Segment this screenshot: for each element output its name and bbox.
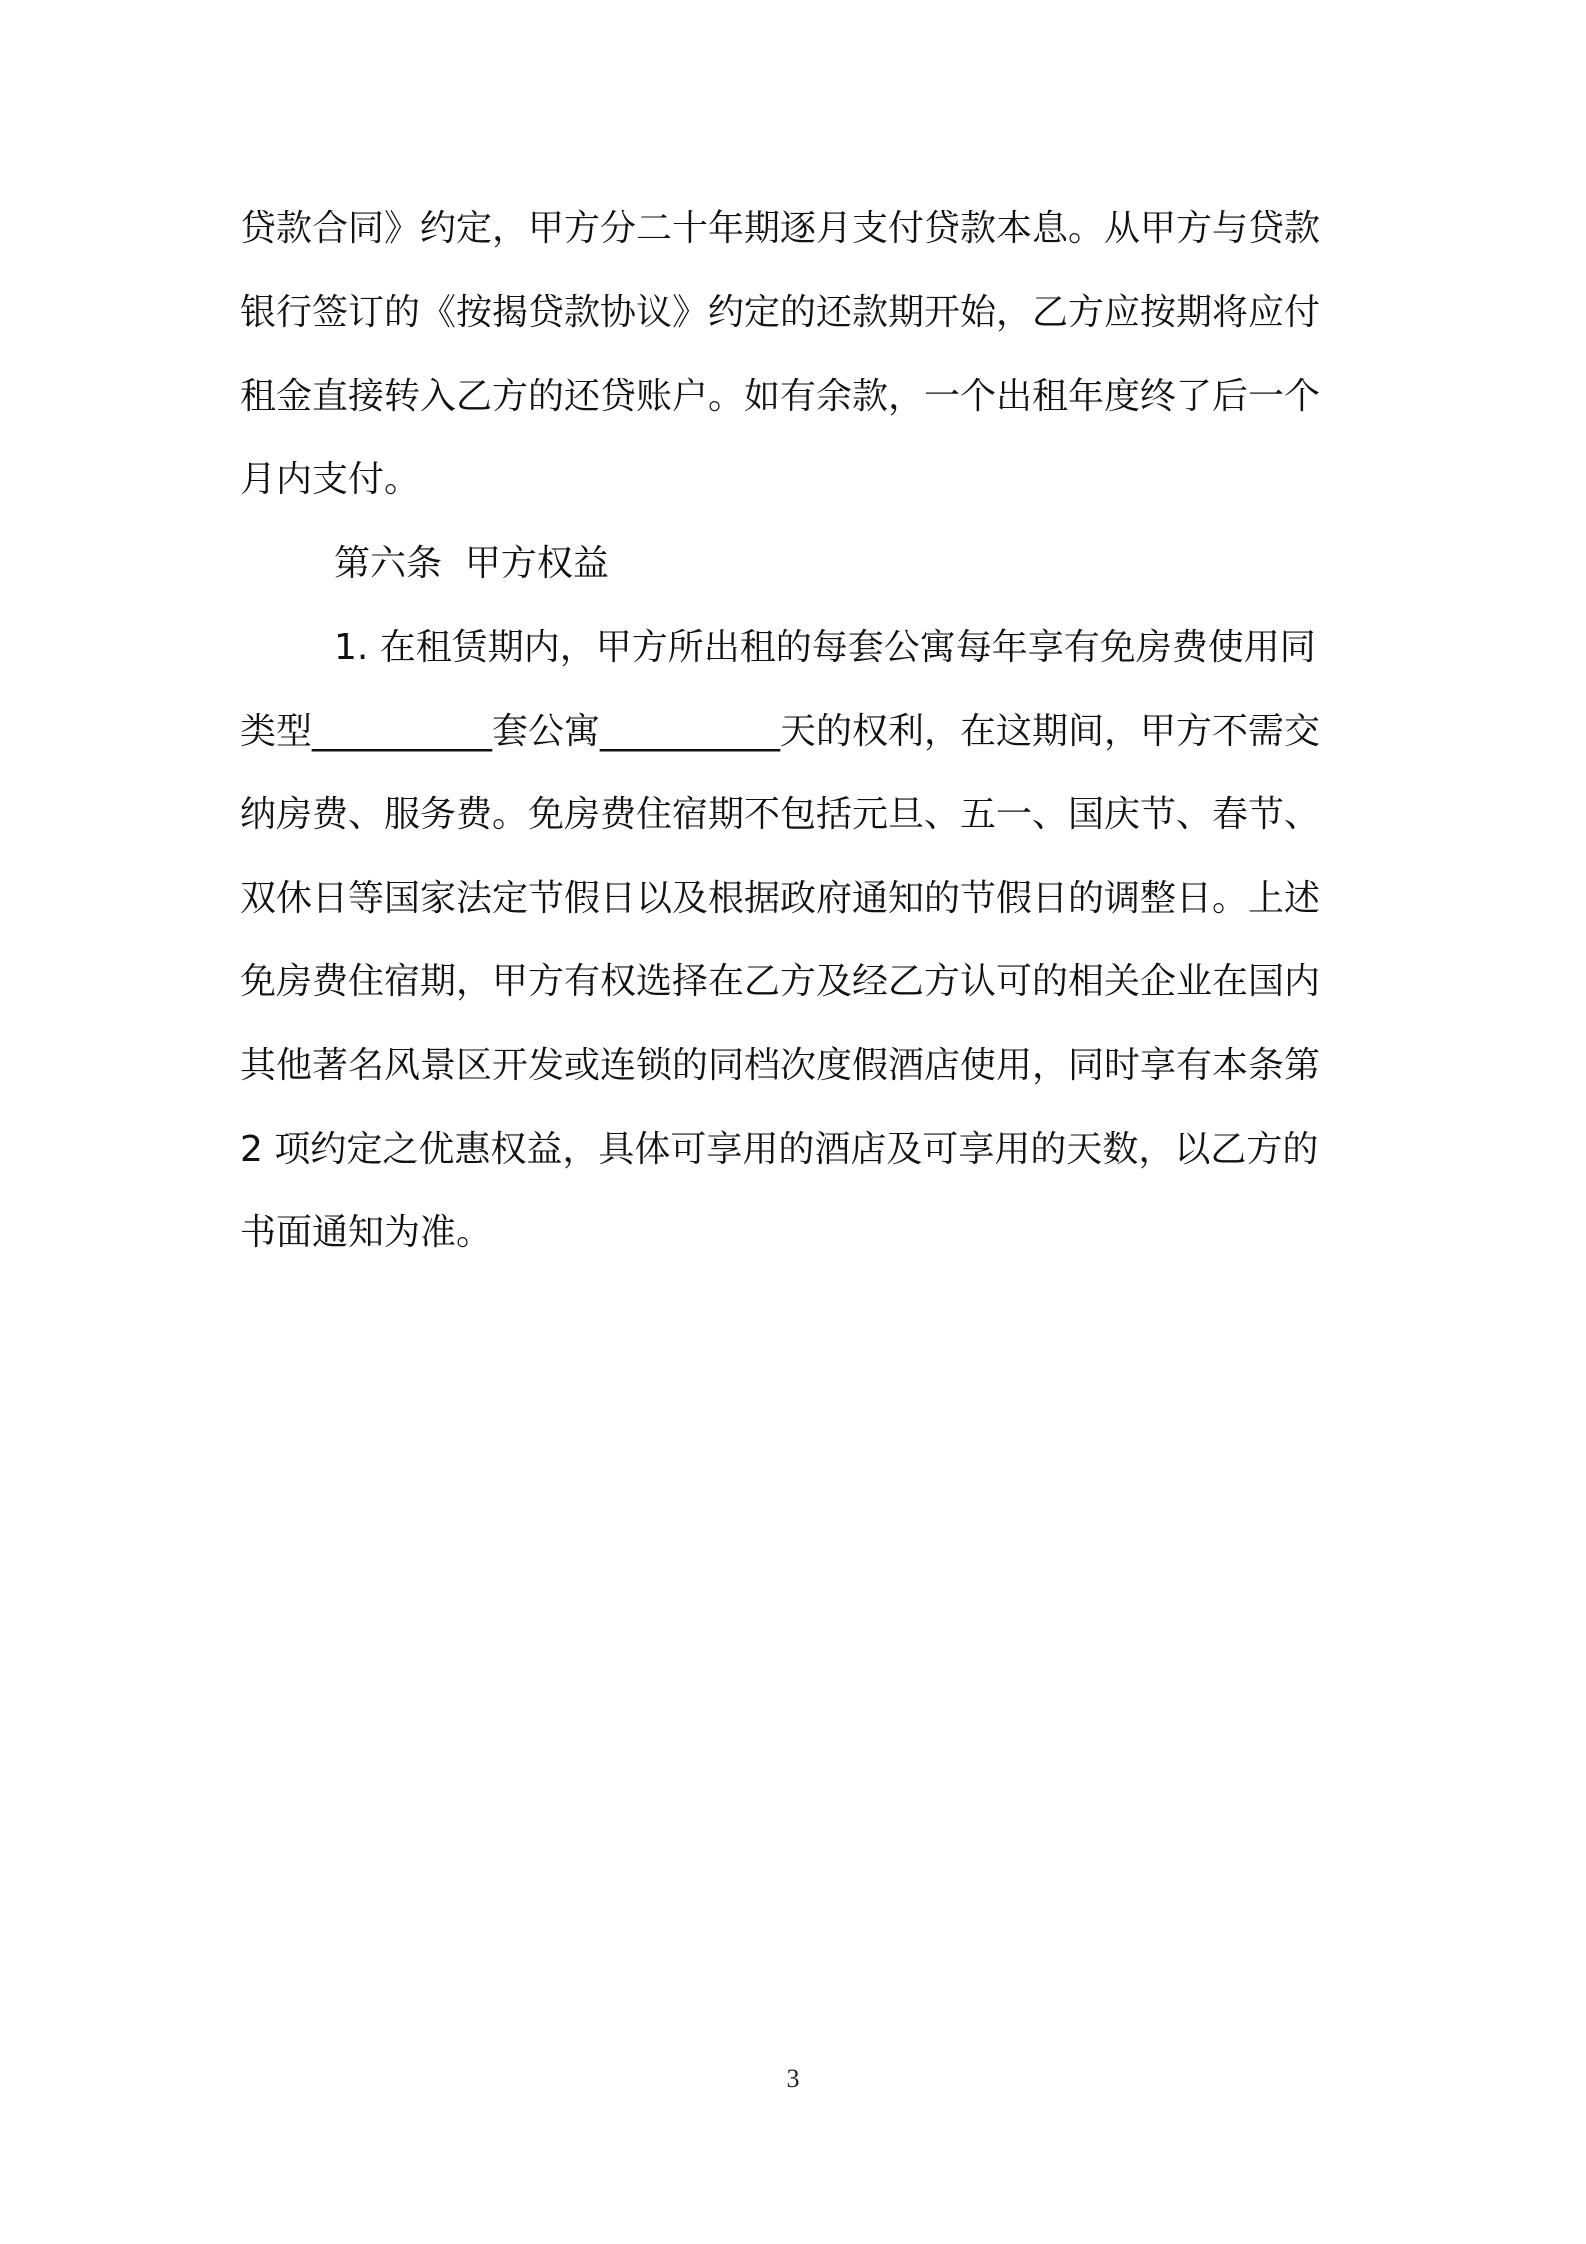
paragraph-1-line-4: 月内支付。 xyxy=(240,459,421,500)
page-number: 3 xyxy=(786,2064,800,2093)
paragraph-1-line-3: 租金直接转入乙方的还贷账户。如有余款，一个出租年度终了后一个 xyxy=(240,376,1321,417)
paragraph-2-line-8: 书面通知为准。 xyxy=(240,1212,493,1253)
paragraph-2-line-6: 其他著名风景区开发或连锁的同档次度假酒店使用，同时享有本条第 xyxy=(240,1045,1321,1086)
paragraph-2-line-7: 2 项约定之优惠权益，具体可享用的酒店及可享用的天数，以乙方的 xyxy=(240,1129,1319,1170)
paragraph-2-line-5: 免房费住宿期，甲方有权选择在乙方及经乙方认可的相关企业在国内 xyxy=(240,961,1321,1002)
paragraph-1-line-2: 银行签订的《按揭贷款协议》约定的还款期开始，乙方应按期将应付 xyxy=(240,292,1321,333)
paragraph-2-line-2: 类型__________套公寓__________天的权利，在这期间，甲方不需交 xyxy=(240,711,1321,752)
section-heading: 第六条 甲方权益 xyxy=(334,543,609,584)
paragraph-1-line-1: 贷款合同》约定，甲方分二十年期逐月支付贷款本息。从甲方与贷款 xyxy=(240,208,1321,249)
paragraph-2-line-3: 纳房费、服务费。免房费住宿期不包括元旦、五一、国庆节、春节、 xyxy=(240,794,1321,835)
paragraph-2-line-1: 1. 在租赁期内，甲方所出租的每套公寓每年享有免房费使用同 xyxy=(334,627,1316,668)
paragraph-2-line-4: 双休日等国家法定节假日以及根据政府通知的节假日的调整日。上述 xyxy=(240,878,1321,919)
